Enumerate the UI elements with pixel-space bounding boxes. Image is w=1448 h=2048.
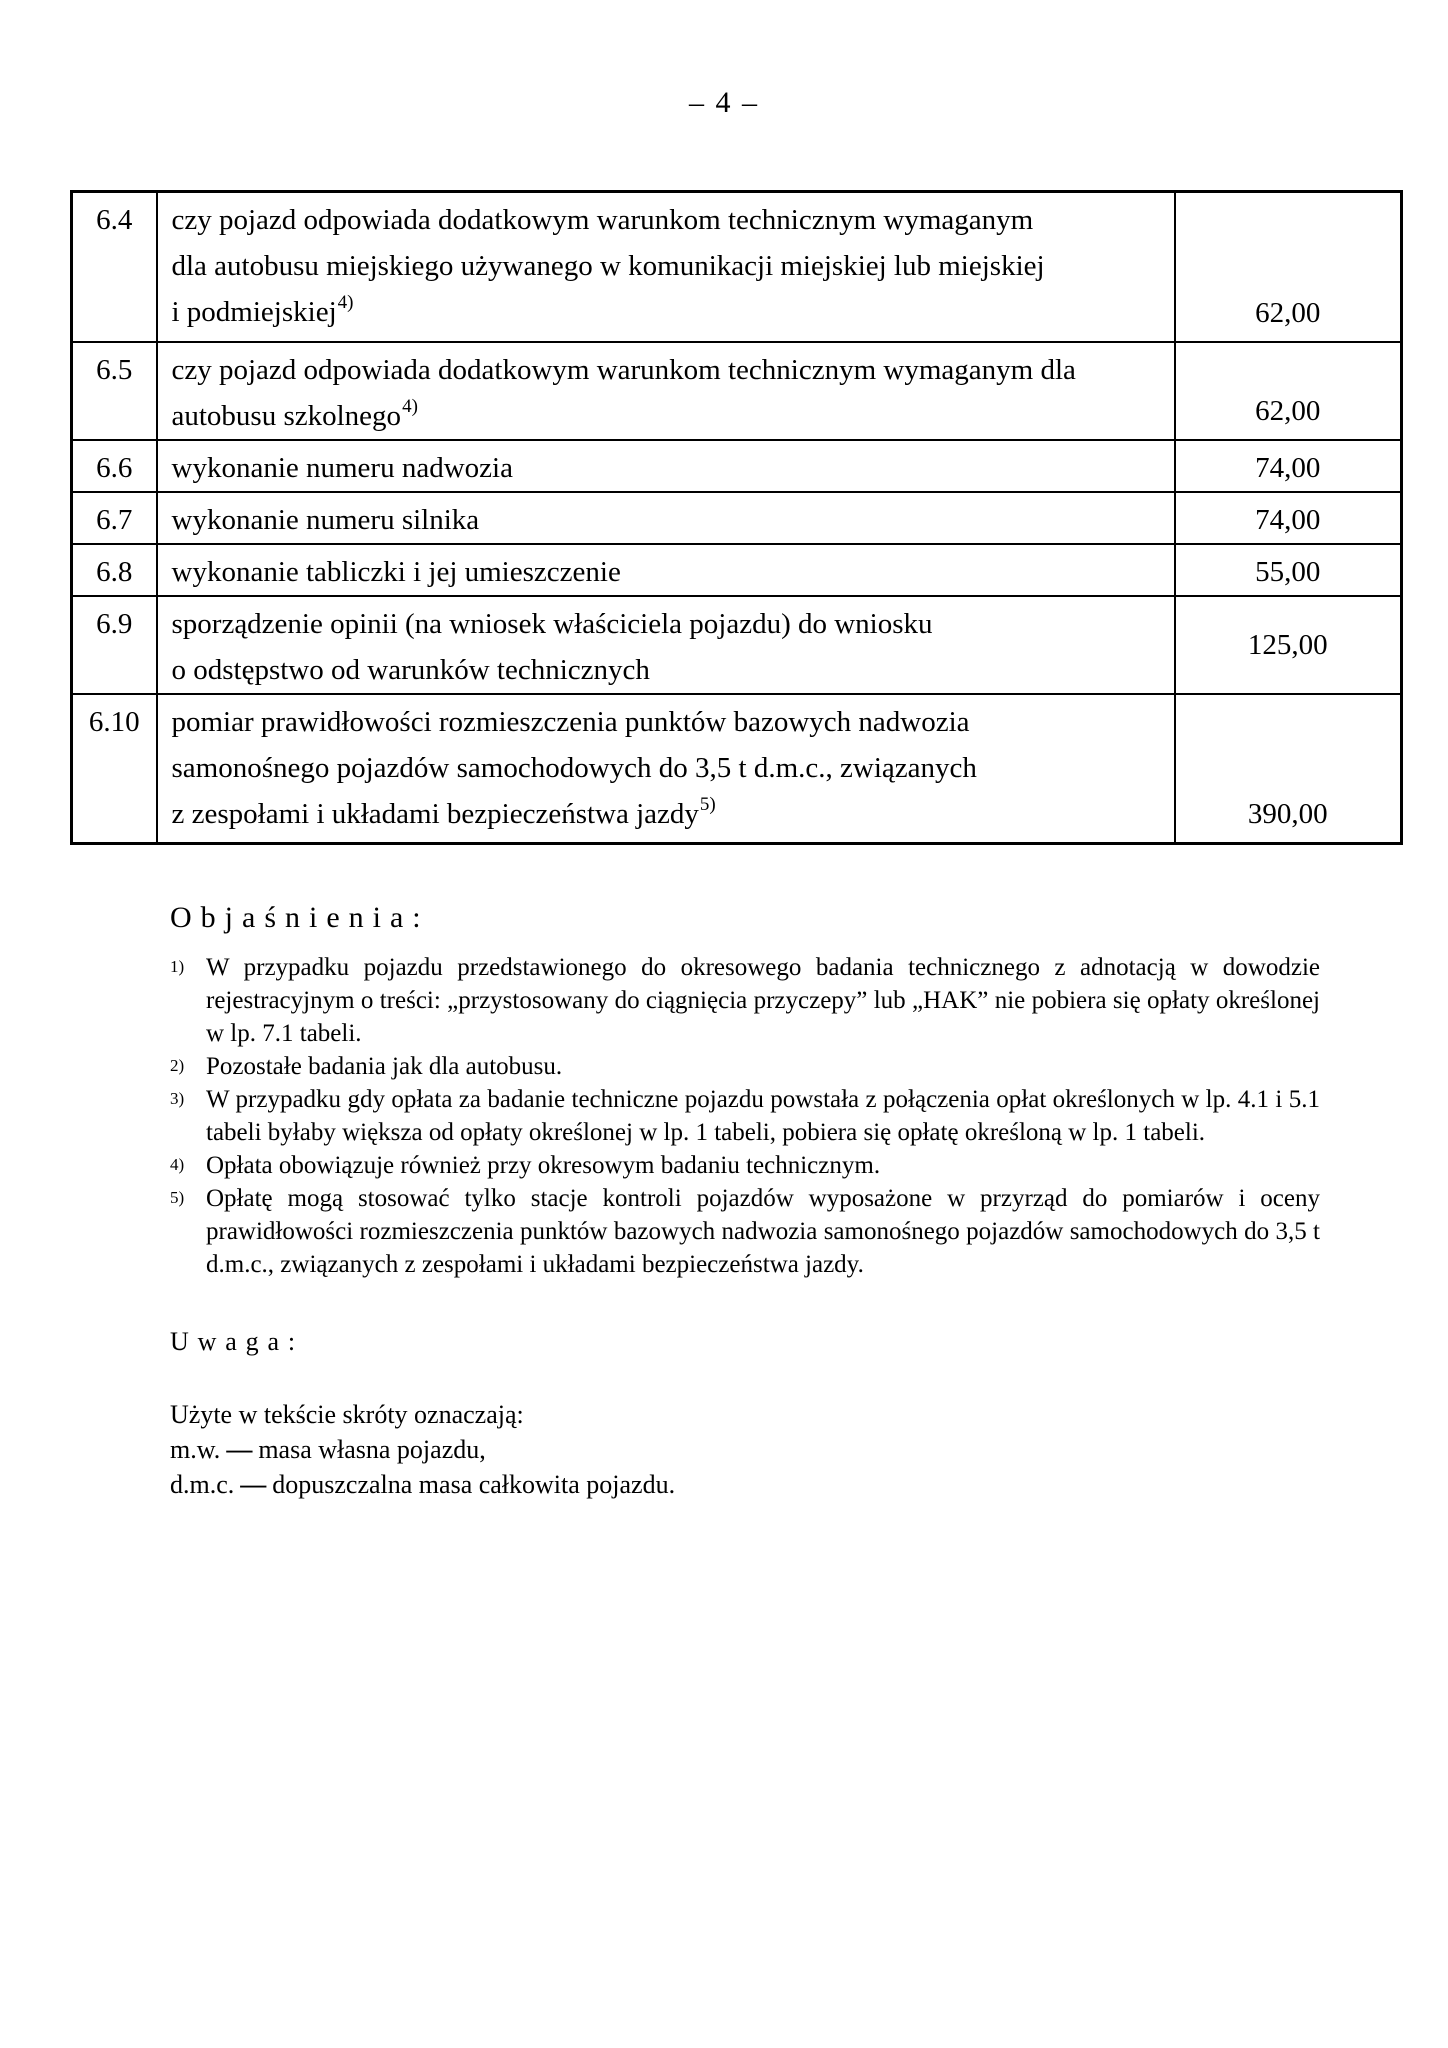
row-number: 6.4 bbox=[72, 192, 157, 342]
row-description bbox=[157, 596, 1175, 694]
footnote-item bbox=[170, 1083, 1320, 1149]
footnote-text: W przypadku pojazdu przedstawionego do okresowego badania technicznego z adnotacją w dowodzie rejestracyjnym o treści: „przystosowany do ciągnięcia przyczepy” lub „HAK” nie pobiera się opłaty określonej w lp. 7.1 tabeli. bbox=[206, 954, 1320, 1047]
description-line: wykonanie numeru silnika bbox=[171, 503, 480, 536]
page-number: – 4 – bbox=[689, 86, 759, 119]
row-description bbox=[157, 492, 1175, 544]
row-number: 6.9 bbox=[72, 596, 157, 694]
row-description bbox=[157, 342, 1175, 440]
abbreviation-item bbox=[170, 1432, 1448, 1467]
description-line: wykonanie numeru nadwozia bbox=[171, 451, 513, 484]
description-line: sporządzenie opinii (na wniosek właściciela pojazdu) do wniosku bbox=[171, 607, 933, 640]
row-price: 390,00 bbox=[1175, 694, 1402, 844]
row-price: 62,00 bbox=[1175, 192, 1402, 342]
footnote-marker: 4) bbox=[170, 1155, 185, 1174]
row-description bbox=[157, 694, 1175, 844]
description-line: o odstępstwo od warunków technicznych bbox=[171, 653, 650, 686]
table-row bbox=[72, 694, 1402, 844]
description-line: dla autobusu miejskiego używanego w komunikacji miejskiej lub miejskiej bbox=[171, 250, 1045, 282]
row-price: 62,00 bbox=[1175, 342, 1402, 440]
description-line: autobusu szkolnego$^{4)}$ bbox=[171, 395, 418, 432]
row-number: 6.10 bbox=[72, 694, 157, 844]
explanations-heading: Objaśnienia: bbox=[170, 901, 430, 934]
footnote-marker: 1) bbox=[170, 957, 185, 976]
description-line: i podmiejskiej$^{4)}$ bbox=[171, 292, 354, 328]
footnote-ref: 4) bbox=[337, 292, 354, 313]
table-row bbox=[72, 544, 1402, 596]
row-description bbox=[157, 192, 1175, 342]
table-row bbox=[72, 342, 1402, 440]
footnote-marker: 5) bbox=[170, 1188, 185, 1207]
footnote-item bbox=[170, 951, 1320, 1050]
footnote-text: Pozostałe badania jak dla autobusu. bbox=[206, 1053, 563, 1080]
footnote-ref: 4) bbox=[402, 395, 418, 417]
description-line: samonośnego pojazdów samochodowych do 3,5 t d.m.c., związanych bbox=[171, 751, 977, 784]
row-number: 6.7 bbox=[72, 492, 157, 544]
abbreviation-meaning: masa własna pojazdu, bbox=[258, 1435, 486, 1464]
footnote-ref: 5) bbox=[699, 793, 716, 815]
footnotes-list bbox=[170, 951, 1320, 1281]
footnote-marker: 3) bbox=[170, 1089, 185, 1108]
dash-separator: — bbox=[240, 1470, 267, 1499]
row-price: 74,00 bbox=[1175, 440, 1402, 492]
abbreviation-term: m.w. bbox=[170, 1435, 221, 1464]
row-number: 6.5 bbox=[72, 342, 157, 440]
footnote-text: Opłata obowiązuje również przy okresowym badaniu technicznym. bbox=[206, 1152, 881, 1179]
footnote-text: Opłatę mogą stosować tylko stacje kontroli pojazdów wyposażone w przyrząd do pomiarów i oceny prawidłowości rozmieszczenia punktów bazowych nadwozia samonośnego pojazdów samochodowych do 3,5 t d.m.c., związanych z zespołami i układami bezpieczeństwa jazdy. bbox=[206, 1185, 1320, 1278]
abbreviations-intro: Użyte w tekście skróty oznaczają: bbox=[170, 1400, 524, 1429]
abbreviation-term: d.m.c. bbox=[170, 1470, 235, 1499]
row-number: 6.6 bbox=[72, 440, 157, 492]
footnote-item bbox=[170, 1050, 1320, 1083]
description-line: wykonanie tabliczki i jej umieszczenie bbox=[171, 555, 621, 588]
row-number: 6.8 bbox=[72, 544, 157, 596]
row-price: 55,00 bbox=[1175, 544, 1402, 596]
abbreviation-meaning: dopuszczalna masa całkowita pojazdu. bbox=[272, 1470, 676, 1499]
fees-table bbox=[70, 190, 1403, 845]
table-row bbox=[72, 492, 1402, 544]
table-row bbox=[72, 192, 1402, 342]
footnote-marker: 2) bbox=[170, 1056, 185, 1075]
dash-separator: — bbox=[226, 1435, 253, 1464]
row-price: 125,00 bbox=[1175, 596, 1402, 694]
description-line: czy pojazd odpowiada dodatkowym warunkom technicznym wymaganym bbox=[171, 204, 1034, 236]
footnote-item bbox=[170, 1182, 1320, 1281]
description-line: z zespołami i układami bezpieczeństwa jazdy$^{5)}$ bbox=[171, 793, 716, 830]
table-row bbox=[72, 440, 1402, 492]
note-heading: Uwaga: bbox=[170, 1327, 304, 1356]
footnote-item bbox=[170, 1149, 1320, 1182]
row-price: 74,00 bbox=[1175, 492, 1402, 544]
row-description bbox=[157, 440, 1175, 492]
abbreviation-item bbox=[170, 1467, 1448, 1502]
footnote-text: W przypadku gdy opłata za badanie techniczne pojazdu powstała z połączenia opłat określonych w lp. 4.1 i 5.1 tabeli byłaby większa od opłaty określonej w lp. 1 tabeli, pobiera się opłatę określoną w lp. 1 tabeli. bbox=[206, 1086, 1320, 1146]
abbreviations-list bbox=[170, 1432, 1448, 1502]
description-line: pomiar prawidłowości rozmieszczenia punktów bazowych nadwozia bbox=[171, 705, 970, 738]
table-row bbox=[72, 596, 1402, 694]
row-description bbox=[157, 544, 1175, 596]
description-line: czy pojazd odpowiada dodatkowym warunkom technicznym wymaganym dla bbox=[171, 353, 1076, 386]
